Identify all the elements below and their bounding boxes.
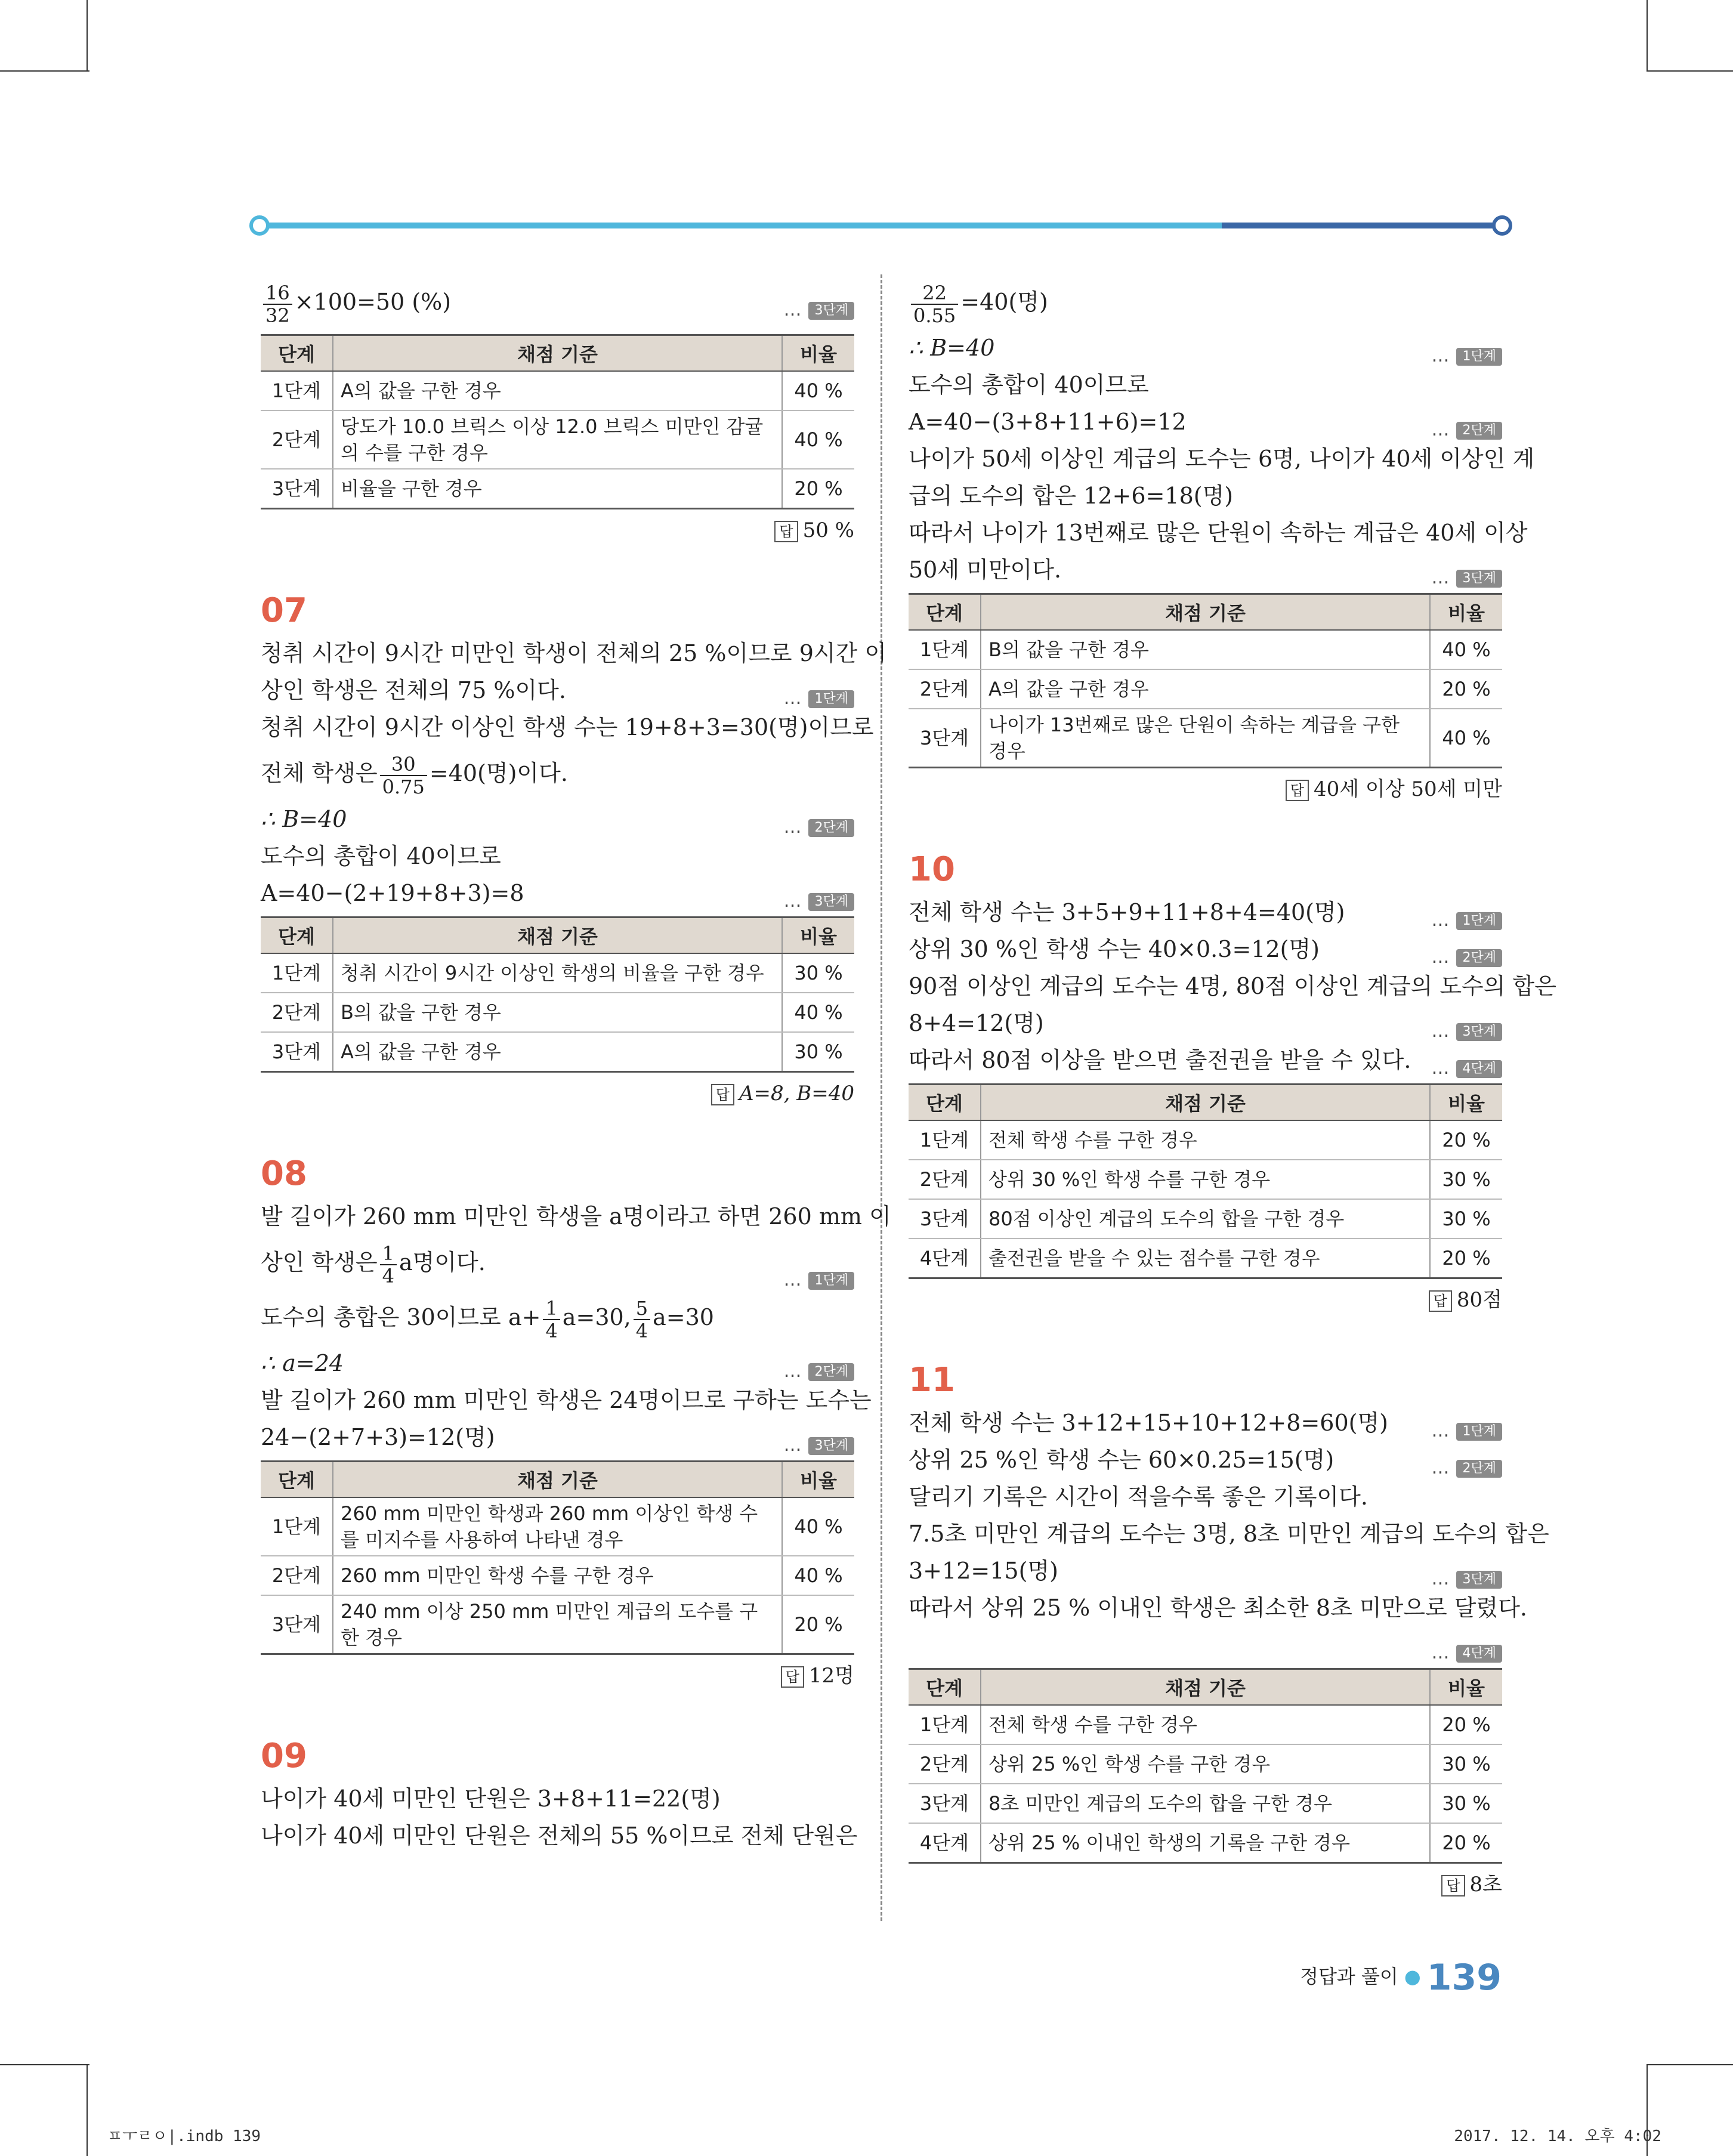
text-line: 상위 25 %인 학생 수는 60×0.25=15(명) … 2단계 xyxy=(909,1441,1502,1478)
table-cell: 출전권을 받을 수 있는 점수를 구한 경우 xyxy=(981,1238,1430,1278)
text-line: 따라서 나이가 13번째로 많은 단원이 속하는 계급은 40세 이상 xyxy=(909,520,1528,546)
table-cell: 2단계 xyxy=(261,993,333,1032)
table-cell: 20 % xyxy=(782,469,854,509)
step-badge: 3단계 xyxy=(808,302,854,320)
table-cell: 전체 학생 수를 구한 경우 xyxy=(981,1120,1430,1160)
problem-number: 07 xyxy=(261,591,307,630)
table-row xyxy=(261,1595,854,1654)
table-cell: 30 % xyxy=(1430,1784,1502,1823)
imprint-left: ㅍㅜㄹㅇ|.indb 139 xyxy=(107,2127,261,2145)
column-header: 비율 xyxy=(782,918,854,954)
answer-line: 답 8초 xyxy=(909,1864,1502,1905)
table-cell: 상위 30 %인 학생 수를 구한 경우 xyxy=(981,1160,1430,1199)
text-line: … 4단계 xyxy=(909,1626,1502,1663)
text-line: 상인 학생은 전체의 75 %이다. … 1단계 xyxy=(261,672,854,709)
text-line: 나이가 40세 미만인 단원은 전체의 55 %이므로 전체 단원은 xyxy=(261,1823,858,1849)
answer-line: 답 80점 xyxy=(909,1279,1502,1321)
text-line: 90점 이상인 계급의 도수는 4명, 80점 이상인 계급의 도수의 합은 xyxy=(909,973,1556,999)
text-line: 청취 시간이 9시간 이상인 학생 수는 19+8+3=30(명)이므로 xyxy=(261,714,874,740)
table-row xyxy=(261,953,854,993)
step-badge: 2단계 xyxy=(1456,949,1502,967)
table-cell: 40 % xyxy=(782,1556,854,1595)
table-row xyxy=(909,1784,1502,1823)
column-header: 채점 기준 xyxy=(333,918,782,954)
right-column xyxy=(909,274,1556,1905)
table-cell: 1단계 xyxy=(909,630,981,669)
text-line: 도수의 총합이 40이므로 xyxy=(261,843,501,869)
grading-table xyxy=(909,1083,1502,1279)
table-cell: 청취 시간이 9시간 이상인 학생의 비율을 구한 경우 xyxy=(333,953,782,993)
text-line: 전체 학생 수는 3+12+15+10+12+8=60(명) … 1단계 xyxy=(909,1404,1502,1441)
table-header-row xyxy=(261,918,854,954)
table-cell: 상위 25 % 이내인 학생의 기록을 구한 경우 xyxy=(981,1823,1430,1863)
page-footer: 정답과 풀이 ● 139 xyxy=(1300,1957,1502,1999)
step-badge: 1단계 xyxy=(1456,1423,1502,1441)
table-cell: 20 % xyxy=(1430,1238,1502,1278)
table-row xyxy=(909,1823,1502,1863)
table-cell: 30 % xyxy=(782,953,854,993)
table-row xyxy=(909,1160,1502,1199)
text-line: 7.5초 미만인 계급의 도수는 3명, 8초 미만인 계급의 도수의 합은 xyxy=(909,1521,1549,1547)
table-cell: A의 값을 구한 경우 xyxy=(333,371,782,410)
header-bar xyxy=(255,219,1505,232)
table-row xyxy=(909,669,1502,709)
step-badge: 2단계 xyxy=(808,819,854,837)
table-cell: 20 % xyxy=(782,1595,854,1654)
step-badge: 2단계 xyxy=(808,1363,854,1381)
text-line: 급의 도수의 합은 12+6=18(명) xyxy=(909,483,1234,509)
column-divider xyxy=(881,274,882,1921)
table-cell: 비율을 구한 경우 xyxy=(333,469,782,509)
page-number: 139 xyxy=(1426,1957,1502,1999)
grading-table xyxy=(261,1460,854,1655)
table-cell: 40 % xyxy=(782,993,854,1032)
text-line: 따라서 80점 이상을 받으면 출전권을 받을 수 있다. … 4단계 xyxy=(909,1042,1502,1079)
text-line: 전체 학생은 $\frac{30}{0.75}$ =40(명)이다. xyxy=(261,752,568,798)
table-cell: B의 값을 구한 경우 xyxy=(333,993,782,1032)
answer-line: 답 A=8, B=40 xyxy=(261,1073,854,1114)
table-cell: 240 mm 이상 250 mm 미만인 계급의 도수를 구한 경우 xyxy=(333,1595,782,1654)
table-cell: 40 % xyxy=(1430,709,1502,768)
table-row xyxy=(261,1497,854,1556)
step-badge: 1단계 xyxy=(808,1272,854,1290)
crop-mark xyxy=(1646,70,1733,72)
table-cell: 3단계 xyxy=(261,1595,333,1654)
table-header-row xyxy=(909,594,1502,631)
table-cell: 상위 25 %인 학생 수를 구한 경우 xyxy=(981,1744,1430,1784)
table-cell: 40 % xyxy=(782,410,854,469)
table-cell: 8초 미만인 계급의 도수의 합을 구한 경우 xyxy=(981,1784,1430,1823)
table-cell: 나이가 13번째로 많은 단원이 속하는 계급을 구한 경우 xyxy=(981,709,1430,768)
text-line: $\frac{22}{0.55}$ =40(명) xyxy=(909,274,1502,329)
table-header-row xyxy=(261,335,854,372)
text-line: ∴ B=40 … 1단계 xyxy=(909,329,1502,366)
grading-table xyxy=(909,593,1502,768)
crop-mark xyxy=(1646,2064,1733,2065)
column-header: 단계 xyxy=(909,1669,981,1706)
table-cell: 당도가 10.0 브릭스 이상 12.0 브릭스 미만인 감귤의 수를 구한 경우 xyxy=(333,410,782,469)
step-badge: 1단계 xyxy=(1456,912,1502,930)
text-line: A=40−(2+19+8+3)=8 … 3단계 xyxy=(261,875,854,912)
crop-mark xyxy=(0,2064,89,2065)
text-line: 8+4=12(명) … 3단계 xyxy=(909,1005,1502,1042)
table-row xyxy=(261,371,854,410)
table-cell: 260 mm 미만인 학생과 260 mm 이상인 학생 수를 미지수를 사용하여 나타낸 경우 xyxy=(333,1497,782,1556)
problem-number: 11 xyxy=(909,1361,955,1400)
step-badge: 2단계 xyxy=(1456,1460,1502,1478)
text-line: ∴ B=40 … 2단계 xyxy=(261,801,854,838)
text-line: 상인 학생은 $\frac{1}{4}$ a명이다. … 1단계 xyxy=(261,1235,854,1290)
grading-table xyxy=(261,916,854,1073)
text-line: 3+12=15(명) … 3단계 xyxy=(909,1552,1502,1589)
column-header: 단계 xyxy=(261,335,333,372)
table-row xyxy=(909,709,1502,768)
table-cell: 30 % xyxy=(1430,1199,1502,1238)
text-line: 24−(2+7+3)=12(명) … 3단계 xyxy=(261,1419,854,1456)
table-cell: 2단계 xyxy=(909,1160,981,1199)
column-header: 단계 xyxy=(261,918,333,954)
text-line: 도수의 총합이 40이므로 xyxy=(909,372,1149,398)
text-line: 달리기 기록은 시간이 적을수록 좋은 기록이다. xyxy=(909,1484,1368,1510)
text-line: 나이가 50세 이상인 계급의 도수는 6명, 나이가 40세 이상인 계 xyxy=(909,446,1535,472)
step-badge: 3단계 xyxy=(1456,1023,1502,1041)
text-line: ∴ a=24 … 2단계 xyxy=(261,1345,854,1382)
table-cell: 40 % xyxy=(1430,630,1502,669)
table-row xyxy=(261,410,854,469)
column-header: 비율 xyxy=(1430,1669,1502,1706)
column-header: 비율 xyxy=(1430,1085,1502,1121)
formula-line: $\frac{16}{32}$ ×100=50 (%) … 3단계 xyxy=(261,274,854,329)
table-cell: 4단계 xyxy=(909,1823,981,1863)
table-cell: 2단계 xyxy=(261,1556,333,1595)
column-header: 단계 xyxy=(909,594,981,631)
table-cell: A의 값을 구한 경우 xyxy=(981,669,1430,709)
text-line: 나이가 40세 미만인 단원은 3+8+11=22(명) xyxy=(261,1786,721,1812)
table-row xyxy=(909,1199,1502,1238)
table-cell: 40 % xyxy=(782,1497,854,1556)
table-cell: 1단계 xyxy=(261,1497,333,1556)
table-cell: 40 % xyxy=(782,371,854,410)
column-header: 채점 기준 xyxy=(981,1669,1430,1706)
text-line: 발 길이가 260 mm 미만인 학생은 24명이므로 구하는 도수는 xyxy=(261,1387,872,1413)
table-header-row xyxy=(909,1669,1502,1706)
table-cell: 4단계 xyxy=(909,1238,981,1278)
step-badge: 1단계 xyxy=(1456,348,1502,366)
table-cell: A의 값을 구한 경우 xyxy=(333,1032,782,1072)
column-header: 채점 기준 xyxy=(333,335,782,372)
crop-mark xyxy=(1646,0,1648,72)
table-cell: 1단계 xyxy=(261,953,333,993)
text-line: 50세 미만이다. … 3단계 xyxy=(909,551,1502,588)
table-cell: 3단계 xyxy=(261,469,333,509)
table-cell: 1단계 xyxy=(261,371,333,410)
table-cell: 3단계 xyxy=(909,1199,981,1238)
table-cell: 20 % xyxy=(1430,1705,1502,1744)
table-row xyxy=(909,1744,1502,1784)
step-badge: 4단계 xyxy=(1456,1060,1502,1078)
column-header: 채점 기준 xyxy=(981,594,1430,631)
grading-table xyxy=(261,334,854,509)
problem-number: 08 xyxy=(261,1154,307,1193)
text-line: 발 길이가 260 mm 미만인 학생을 a명이라고 하면 260 mm 이 xyxy=(261,1203,891,1230)
answer-line: 답 40세 이상 50세 미만 xyxy=(909,768,1502,810)
table-cell: 260 mm 미만인 학생 수를 구한 경우 xyxy=(333,1556,782,1595)
table-cell: B의 값을 구한 경우 xyxy=(981,630,1430,669)
crop-mark xyxy=(87,2064,88,2156)
column-header: 비율 xyxy=(782,1462,854,1498)
step-badge: 2단계 xyxy=(1456,422,1502,440)
table-cell: 80점 이상인 계급의 도수의 합을 구한 경우 xyxy=(981,1199,1430,1238)
grading-table xyxy=(909,1668,1502,1864)
footer-label: 정답과 풀이 xyxy=(1300,1965,1398,1988)
table-row xyxy=(909,1238,1502,1278)
table-cell: 30 % xyxy=(1430,1744,1502,1784)
table-cell: 30 % xyxy=(782,1032,854,1072)
table-cell: 2단계 xyxy=(261,410,333,469)
step-badge: 1단계 xyxy=(808,690,854,708)
crop-mark xyxy=(87,0,88,72)
table-row xyxy=(261,1556,854,1595)
problem-number: 10 xyxy=(909,850,955,889)
column-header: 채점 기준 xyxy=(981,1085,1430,1121)
column-header: 비율 xyxy=(1430,594,1502,631)
column-header: 채점 기준 xyxy=(333,1462,782,1498)
table-row xyxy=(909,1705,1502,1744)
table-row xyxy=(261,469,854,509)
table-row xyxy=(909,630,1502,669)
table-cell: 20 % xyxy=(1430,669,1502,709)
table-cell: 3단계 xyxy=(261,1032,333,1072)
step-badge: 3단계 xyxy=(1456,1571,1502,1589)
column-header: 단계 xyxy=(261,1462,333,1498)
problem-number: 09 xyxy=(261,1737,307,1775)
column-header: 단계 xyxy=(909,1085,981,1121)
step-badge: 4단계 xyxy=(1456,1645,1502,1663)
answer-line: 답 12명 xyxy=(261,1655,854,1697)
column-header: 비율 xyxy=(782,335,854,372)
text-line: A=40−(3+8+11+6)=12 … 2단계 xyxy=(909,403,1502,440)
table-cell: 20 % xyxy=(1430,1823,1502,1863)
table-cell: 20 % xyxy=(1430,1120,1502,1160)
left-column xyxy=(261,274,891,1854)
table-cell: 전체 학생 수를 구한 경우 xyxy=(981,1705,1430,1744)
table-row xyxy=(909,1120,1502,1160)
answer-line: 답 50 % xyxy=(261,509,854,551)
table-cell: 3단계 xyxy=(909,709,981,768)
table-cell: 2단계 xyxy=(909,669,981,709)
step-badge: 3단계 xyxy=(808,1437,854,1455)
step-badge: 3단계 xyxy=(1456,570,1502,588)
step-badge: 3단계 xyxy=(808,893,854,911)
crop-mark xyxy=(0,70,89,72)
table-cell: 1단계 xyxy=(909,1120,981,1160)
text-line: 청취 시간이 9시간 미만인 학생이 전체의 25 %이므로 9시간 이 xyxy=(261,640,887,666)
table-header-row xyxy=(909,1085,1502,1121)
table-cell: 3단계 xyxy=(909,1784,981,1823)
text-line: 따라서 상위 25 % 이내인 학생은 최소한 8초 미만으로 달렸다. xyxy=(909,1595,1528,1621)
table-cell: 1단계 xyxy=(909,1705,981,1744)
table-row xyxy=(261,993,854,1032)
table-cell: 30 % xyxy=(1430,1160,1502,1199)
text-line: 상위 30 %인 학생 수는 40×0.3=12(명) … 2단계 xyxy=(909,931,1502,968)
imprint-right: 2017. 12. 14. 오후 4:02 xyxy=(1454,2127,1661,2145)
text-line: 도수의 총합은 30이므로 a+ $\frac{1}{4}$ a=30, $\frac{5}{4}$ a=30 xyxy=(261,1296,714,1342)
table-cell: 2단계 xyxy=(909,1744,981,1784)
table-header-row xyxy=(261,1462,854,1498)
table-row xyxy=(261,1032,854,1072)
text-line: 전체 학생 수는 3+5+9+11+8+4=40(명) … 1단계 xyxy=(909,894,1502,931)
